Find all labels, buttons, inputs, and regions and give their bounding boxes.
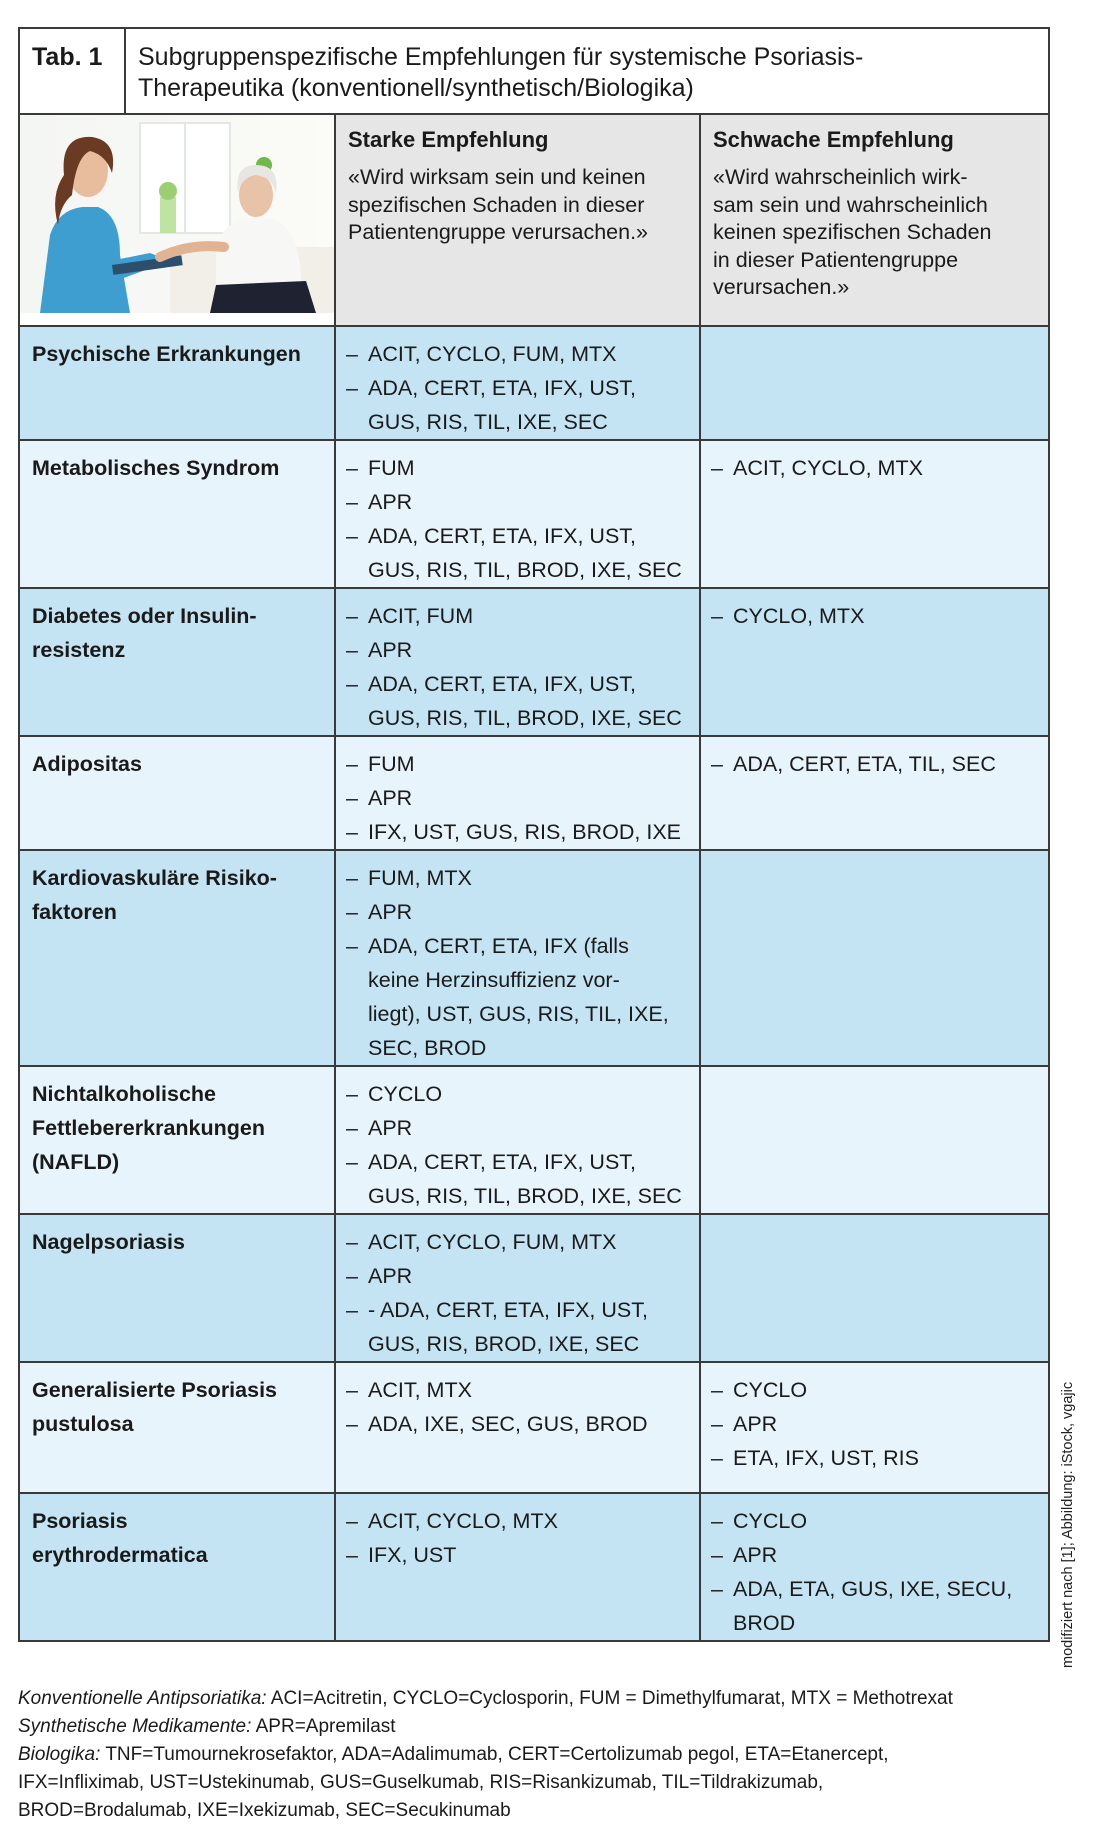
dash-bullet: – — [346, 604, 358, 628]
description-line: keinen spezifischen Schaden — [713, 220, 992, 244]
drug-list-item — [346, 337, 689, 371]
dash-bullet: – — [711, 1577, 723, 1601]
weak-recommendation-cell — [700, 440, 1049, 588]
drug-list-item — [346, 1111, 689, 1145]
strong-recommendation-description — [348, 164, 687, 247]
dash-bullet: – — [346, 1150, 358, 1174]
weak-recommendation-cell — [700, 588, 1049, 736]
dash-bullet: – — [346, 934, 358, 958]
table-row — [19, 440, 1049, 588]
drug-list-line: CYCLO, MTX — [733, 604, 865, 628]
drug-list-item — [711, 451, 1038, 485]
condition-line: Psoriasis — [32, 1509, 128, 1533]
drug-list-item — [711, 1407, 1038, 1441]
drug-list-line: GUS, RIS, TIL, BROD, IXE, SEC — [368, 558, 682, 582]
condition-cell — [19, 1214, 335, 1362]
drug-list-item — [346, 1225, 689, 1259]
table-title-line: Therapeutika (konventionell/synthetisch/Biologika) — [138, 74, 694, 102]
weak-recommendation-cell — [700, 1066, 1049, 1214]
image-credit: modifiziert nach [1]; Abbildung: iStock, vgajic — [1060, 1381, 1076, 1668]
abbreviations-footnote — [18, 1685, 1078, 1825]
strong-recommendation-cell — [335, 440, 700, 588]
footnote-label: Biologika: — [18, 1744, 101, 1765]
footnote-line — [18, 1713, 1078, 1741]
drug-list-line: keine Herzinsuffizienz vor- — [368, 968, 620, 992]
table-title-row — [19, 28, 1049, 114]
description-line: sam sein und wahrscheinlich — [713, 192, 988, 217]
drug-list-line: SEC, BROD — [368, 1036, 487, 1060]
condition-line: erythrodermatica — [32, 1543, 208, 1567]
drug-list-item — [346, 747, 689, 781]
drug-list-line: FUM, MTX — [368, 866, 472, 890]
drug-list-line: liegt), UST, GUS, RIS, TIL, IXE, — [368, 1002, 669, 1026]
dash-bullet: – — [711, 1412, 723, 1436]
drug-list-item — [711, 599, 1038, 633]
header-photo-cell — [19, 114, 335, 326]
dash-bullet: – — [346, 342, 358, 366]
condition-line: Fettlebererkrankungen — [32, 1116, 265, 1140]
footnote-line: BROD=Brodalumab, IXE=Ixekizumab, SEC=Secukinumab — [18, 1800, 511, 1821]
drug-list-line: APR — [368, 1116, 413, 1140]
dash-bullet: – — [711, 1543, 723, 1567]
condition-cell — [19, 588, 335, 736]
drug-list-item — [346, 599, 689, 633]
table-row — [19, 1066, 1049, 1214]
condition-cell — [19, 326, 335, 440]
dash-bullet: – — [346, 786, 358, 810]
drug-list-line: GUS, RIS, TIL, BROD, IXE, SEC — [368, 706, 682, 730]
drug-list-line: ADA, CERT, ETA, TIL, SEC — [733, 752, 996, 776]
drug-list-item — [711, 1373, 1038, 1407]
condition-line: faktoren — [32, 900, 117, 924]
condition-line: Nichtalkoholische — [32, 1082, 216, 1106]
header-row — [19, 114, 1049, 326]
dash-bullet: – — [346, 900, 358, 924]
table-row — [19, 1362, 1049, 1493]
drug-list-line: APR — [368, 900, 413, 924]
description-line: Patientengruppe verursachen.» — [348, 220, 649, 244]
description-line: verursachen.» — [713, 275, 850, 299]
table-row — [19, 1214, 1049, 1362]
footnote-label: Konventionelle Antipsoriatika: — [18, 1688, 267, 1709]
drug-list-line: APR — [733, 1543, 778, 1567]
drug-list-item — [346, 519, 689, 587]
drug-list-item — [346, 485, 689, 519]
drug-list-item — [346, 451, 689, 485]
drug-list-item — [346, 1407, 689, 1441]
condition-cell — [19, 440, 335, 588]
weak-recommendation-cell — [700, 1493, 1049, 1641]
description-line: «Wird wirksam sein und keinen — [348, 165, 646, 189]
drug-list-item — [346, 929, 689, 1065]
dash-bullet: – — [346, 1082, 358, 1106]
drug-list-item — [346, 861, 689, 895]
condition-cell — [19, 1362, 335, 1493]
dash-bullet: – — [711, 604, 723, 628]
weak-recommendation-header — [700, 114, 1049, 326]
drug-list-item — [346, 1373, 689, 1407]
dash-bullet: – — [346, 672, 358, 696]
dash-bullet: – — [346, 524, 358, 548]
footnote-line — [18, 1685, 1078, 1713]
weak-recommendation-cell — [700, 736, 1049, 850]
drug-list-item — [346, 1293, 689, 1361]
drug-list-line: IFX, UST — [368, 1543, 457, 1567]
weak-recommendation-cell — [700, 1362, 1049, 1493]
drug-list-line: IFX, UST, GUS, RIS, BROD, IXE — [368, 820, 681, 844]
drug-list-line: GUS, RIS, BROD, IXE, SEC — [368, 1332, 640, 1356]
weak-recommendation-title: Schwache Empfehlung — [713, 127, 954, 152]
drug-list-item — [346, 1077, 689, 1111]
dash-bullet: – — [711, 1378, 723, 1402]
condition-cell — [19, 850, 335, 1066]
drug-list-item — [711, 1504, 1038, 1538]
drug-list-line: ACIT, CYCLO, MTX — [733, 456, 923, 480]
drug-list-line: ACIT, CYCLO, FUM, MTX — [368, 342, 617, 366]
drug-list-item — [346, 895, 689, 929]
footnote-line — [18, 1741, 1078, 1769]
strong-recommendation-header — [335, 114, 700, 326]
table-row — [19, 326, 1049, 440]
dash-bullet: – — [346, 1230, 358, 1254]
drug-list-line: ADA, CERT, ETA, IFX, UST, — [368, 1150, 637, 1174]
description-line: «Wird wahrscheinlich wirk- — [713, 165, 968, 189]
drug-list-line: APR — [368, 1264, 413, 1288]
condition-line: (NAFLD) — [32, 1150, 120, 1174]
table-row — [19, 736, 1049, 850]
recommendations-table-container — [18, 27, 1048, 1642]
drug-list-item — [346, 1538, 689, 1572]
dash-bullet: – — [346, 490, 358, 514]
dash-bullet: – — [346, 638, 358, 662]
drug-list-item — [346, 815, 689, 849]
weak-recommendation-cell — [700, 1214, 1049, 1362]
table-label-box — [20, 29, 126, 113]
drug-list-line: ADA, CERT, ETA, IFX, UST, — [368, 376, 637, 400]
table-row — [19, 588, 1049, 736]
drug-list-item — [346, 667, 689, 735]
strong-recommendation-cell — [335, 326, 700, 440]
drug-list-line: ACIT, CYCLO, FUM, MTX — [368, 1230, 617, 1254]
dash-bullet: – — [346, 820, 358, 844]
drug-list-line: ETA, IFX, UST, RIS — [733, 1446, 919, 1470]
strong-recommendation-cell — [335, 1493, 700, 1641]
strong-recommendation-cell — [335, 1362, 700, 1493]
drug-list-line: ADA, CERT, ETA, IFX, UST, — [368, 524, 637, 548]
weak-recommendation-description — [713, 164, 1036, 302]
table-row — [19, 1493, 1049, 1641]
drug-list-item — [711, 747, 1038, 781]
table-label: Tab. 1 — [32, 43, 103, 71]
weak-recommendation-cell — [700, 326, 1049, 440]
drug-list-line: CYCLO — [733, 1509, 808, 1533]
drug-list-line: GUS, RIS, TIL, IXE, SEC — [368, 410, 608, 434]
strong-recommendation-title: Starke Empfehlung — [348, 127, 549, 152]
drug-list-item — [711, 1538, 1038, 1572]
dash-bullet: – — [346, 866, 358, 890]
drug-list-item — [711, 1572, 1038, 1640]
table-title-cell — [19, 28, 1049, 114]
dash-bullet: – — [711, 752, 723, 776]
condition-line: Adipositas — [32, 752, 142, 776]
table-title-line: Subgruppenspezifische Empfehlungen für systemische Psoriasis- — [138, 43, 864, 71]
table-title — [126, 29, 863, 113]
drug-list-line: GUS, RIS, TIL, BROD, IXE, SEC — [368, 1184, 682, 1208]
drug-list-line: ADA, CERT, ETA, IFX (falls — [368, 934, 629, 958]
drug-list-line: APR — [368, 490, 413, 514]
drug-list-line: ADA, IXE, SEC, GUS, BROD — [368, 1412, 648, 1436]
dash-bullet: – — [346, 456, 358, 480]
drug-list-item — [346, 1259, 689, 1293]
drug-list-line: CYCLO — [733, 1378, 808, 1402]
drug-list-line: BROD — [733, 1611, 796, 1635]
table-body — [19, 326, 1049, 1641]
table-row — [19, 850, 1049, 1066]
weak-recommendation-cell — [700, 850, 1049, 1066]
drug-list-line: ACIT, CYCLO, MTX — [368, 1509, 558, 1533]
drug-list-item — [346, 1145, 689, 1213]
description-line: in dieser Patientengruppe — [713, 247, 959, 272]
dash-bullet: – — [711, 1446, 723, 1470]
condition-cell — [19, 1493, 335, 1641]
dash-bullet: – — [346, 1264, 358, 1288]
drug-list-item — [346, 633, 689, 667]
drug-list-line: APR — [368, 786, 413, 810]
footnote-text: APR=Apremilast — [251, 1716, 396, 1737]
footnote-label: Synthetische Medikamente: — [18, 1716, 252, 1737]
drug-list-line: FUM — [368, 456, 415, 480]
condition-line: Kardiovaskuläre Risiko- — [32, 866, 277, 890]
drug-list-item — [346, 781, 689, 815]
description-line: spezifischen Schaden in dieser — [348, 192, 645, 217]
dash-bullet: – — [346, 1378, 358, 1402]
strong-recommendation-cell — [335, 736, 700, 850]
condition-line: Diabetes oder Insulin- — [32, 604, 257, 628]
strong-recommendation-cell — [335, 1214, 700, 1362]
footnote-text: TNF=Tumournekrosefaktor, ADA=Adalimumab, CERT=Certolizumab pegol, ETA=Etanercept, — [100, 1744, 889, 1765]
strong-recommendation-cell — [335, 1066, 700, 1214]
condition-line: pustulosa — [32, 1412, 134, 1436]
drug-list-line: FUM — [368, 752, 415, 776]
drug-list-line: ACIT, FUM — [368, 604, 474, 628]
drug-list-item — [346, 371, 689, 439]
footnote-line: IFX=Infliximab, UST=Ustekinumab, GUS=Guselkumab, RIS=Risankizumab, TIL=Tildrakizumab, — [18, 1772, 824, 1793]
drug-list-line: ADA, CERT, ETA, IFX, UST, — [368, 672, 637, 696]
footnote-text: ACI=Acitretin, CYCLO=Cyclosporin, FUM = Dimethylfumarat, MTX = Methotrexat — [266, 1688, 953, 1709]
dash-bullet: – — [346, 376, 358, 400]
dash-bullet: – — [346, 1543, 358, 1567]
drug-list-line: ADA, ETA, GUS, IXE, SECU, — [733, 1577, 1013, 1601]
drug-list-item — [346, 1504, 689, 1538]
drug-list-line: ACIT, MTX — [368, 1378, 472, 1402]
strong-recommendation-cell — [335, 850, 700, 1066]
condition-line: resistenz — [32, 638, 126, 662]
condition-cell — [19, 736, 335, 850]
condition-cell — [19, 1066, 335, 1214]
dash-bullet: – — [346, 1509, 358, 1533]
condition-line: Psychische Erkrankungen — [32, 342, 301, 366]
drug-list-line: APR — [368, 638, 413, 662]
recommendations-table — [18, 27, 1050, 1642]
condition-line: Nagelpsoriasis — [32, 1230, 185, 1254]
condition-line: Generalisierte Psoriasis — [32, 1378, 278, 1402]
nurse-patient-photo — [20, 115, 334, 313]
dash-bullet: – — [346, 1412, 358, 1436]
drug-list-line: CYCLO — [368, 1082, 443, 1106]
drug-list-line: - ADA, CERT, ETA, IFX, UST, — [368, 1298, 648, 1322]
drug-list-item — [711, 1441, 1038, 1475]
dash-bullet: – — [346, 752, 358, 776]
strong-recommendation-cell — [335, 588, 700, 736]
condition-line: Metabolisches Syndrom — [32, 456, 280, 480]
dash-bullet: – — [711, 1509, 723, 1533]
dash-bullet: – — [346, 1116, 358, 1140]
drug-list-line: APR — [733, 1412, 778, 1436]
dash-bullet: – — [346, 1298, 358, 1322]
dash-bullet: – — [711, 456, 723, 480]
